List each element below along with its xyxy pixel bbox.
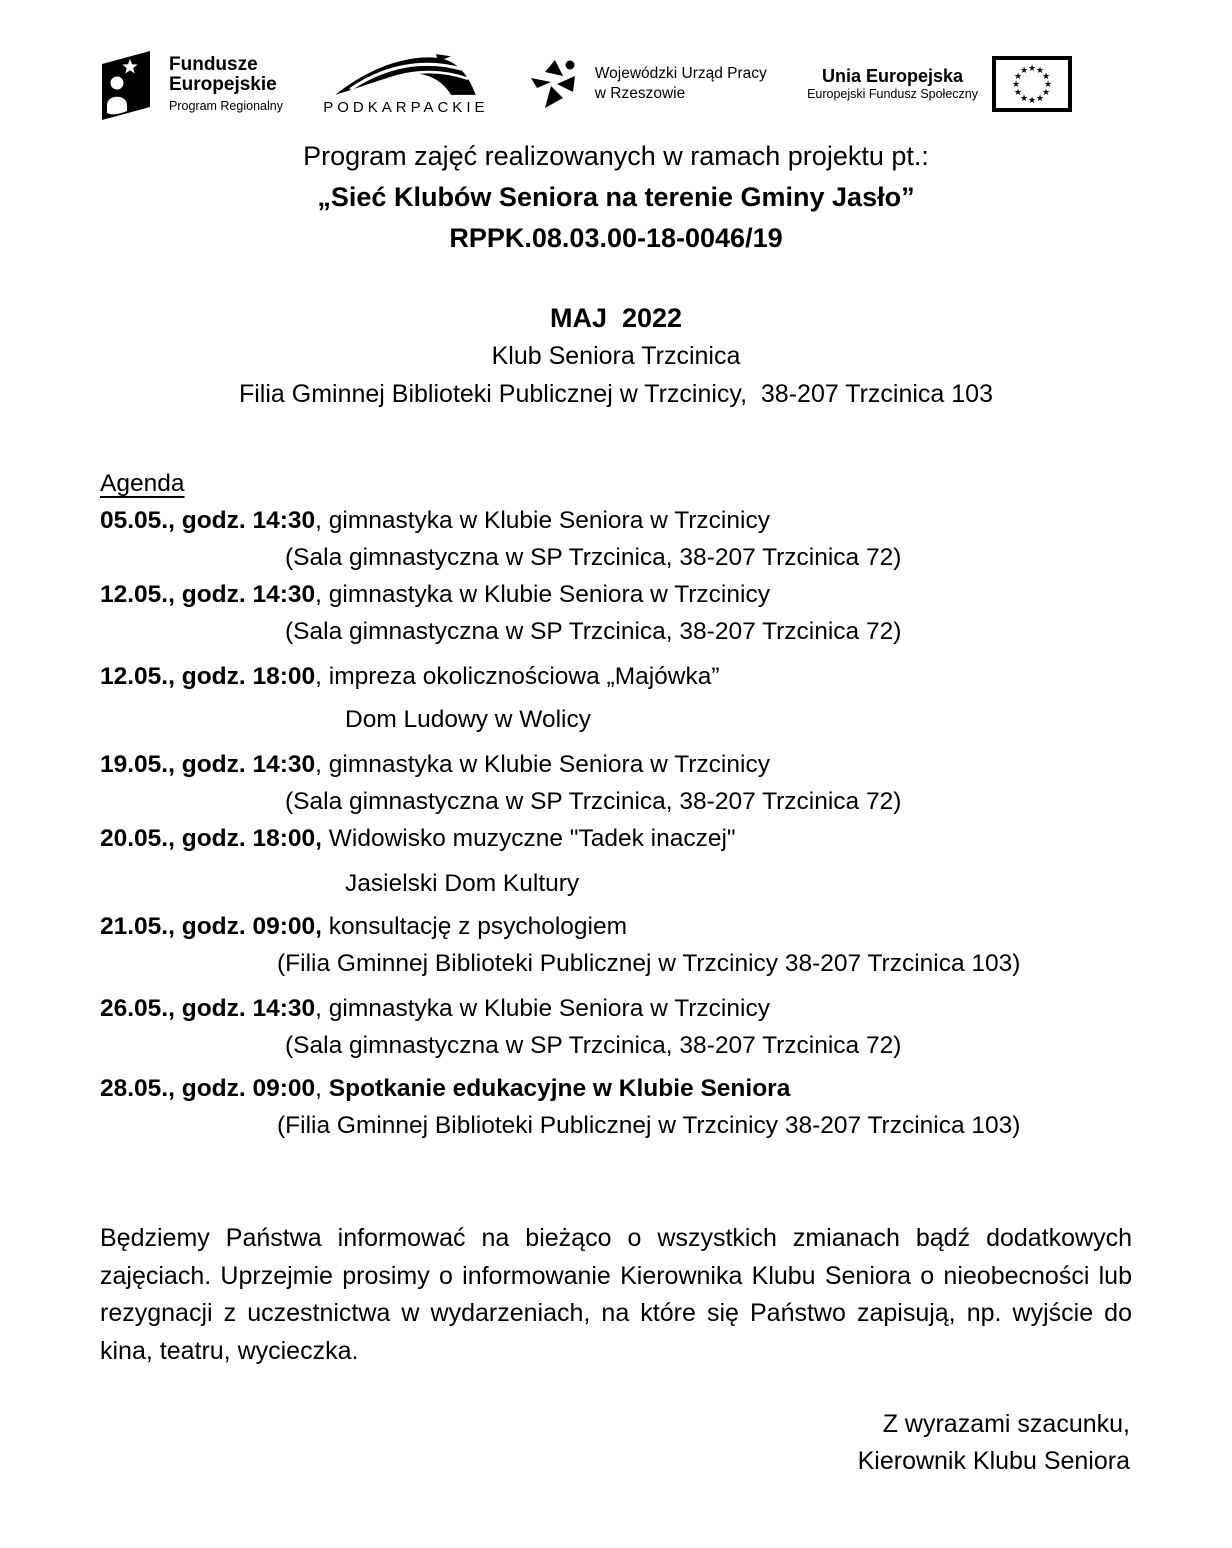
logo-bar: [0, 0, 1232, 122]
agenda-entry-line: [100, 908, 1132, 945]
agenda-location: (Filia Gminnej Biblioteki Publicznej w Trzcinicy 38-207 Trzcinica 103): [277, 1112, 1021, 1139]
agenda-date: 26.05., godz. 14:30: [100, 995, 316, 1022]
agenda-activity: , gimnastyka w Klubie Seniora w Trzcinicy: [315, 507, 770, 534]
logo-fundusze-europejskie: [95, 47, 283, 121]
ue-label: [807, 66, 978, 103]
agenda-item: [100, 746, 1132, 820]
svg-text:★: ★: [1043, 80, 1053, 90]
fundusze-subtitle: Program Regionalny: [169, 98, 283, 113]
agenda-location: (Sala gimnastyczna w SP Trzcinica, 38-207 Trzcinica 72): [285, 618, 902, 645]
project-name: „Sieć Klubów Seniora na terenie Gminy Jasło”: [317, 182, 915, 212]
agenda-date: 20.05., godz. 18:00,: [100, 825, 322, 852]
agenda-entry-line: [100, 1070, 1132, 1107]
svg-text:★: ★: [1027, 64, 1037, 74]
agenda-activity: ,: [315, 1075, 329, 1102]
agenda-location: (Filia Gminnej Biblioteki Publicznej w Trzcinicy 38-207 Trzcinica 103): [277, 950, 1021, 977]
agenda-item: [100, 658, 1132, 738]
eu-flag-icon: [992, 56, 1072, 112]
signature-role: Kierownik Klubu Seniora: [857, 1447, 1130, 1475]
svg-text:★: ★: [1041, 88, 1051, 98]
agenda-activity: konsultację z psychologiem: [321, 913, 628, 940]
club-address: Filia Gminnej Biblioteki Publicznej w Trzcinicy, 38-207 Trzcinica 103: [238, 380, 993, 408]
svg-text:★: ★: [1013, 72, 1023, 82]
agenda-location: (Sala gimnastyczna w SP Trzcinica, 38-207 Trzcinica 72): [285, 544, 902, 571]
agenda-item: [100, 908, 1132, 982]
agenda-location: (Sala gimnastyczna w SP Trzcinica, 38-207 Trzcinica 72): [285, 1032, 902, 1059]
agenda-activity: , impreza okolicznościowa „Majówka”: [315, 663, 720, 690]
agenda-item: [100, 576, 1132, 650]
agenda-date: 19.05., godz. 14:30: [100, 751, 316, 778]
agenda-entry-line: [100, 658, 1132, 695]
title-block: [0, 136, 1232, 259]
svg-text:★: ★: [1011, 80, 1021, 90]
agenda-item: [100, 1070, 1132, 1144]
agenda-date: 12.05., godz. 14:30: [100, 581, 316, 608]
agenda-section: [100, 465, 1132, 1144]
agenda-heading: Agenda: [100, 470, 185, 497]
agenda-entry-line: [100, 502, 1132, 539]
svg-text:★: ★: [1027, 96, 1037, 106]
wup-label: [595, 64, 767, 104]
wup-line2: w Rzeszowie: [594, 85, 686, 102]
agenda-location: (Sala gimnastyczna w SP Trzcinica, 38-207 Trzcinica 72): [285, 788, 902, 815]
agenda-activity-bold: Spotkanie edukacyjne w Klubie Seniora: [328, 1075, 791, 1102]
svg-text:★: ★: [1013, 88, 1023, 98]
svg-text:★: ★: [1019, 66, 1029, 76]
svg-text:★: ★: [1041, 72, 1051, 82]
agenda-activity: Widowisko muzyczne "Tadek inaczej": [321, 825, 736, 852]
signature-greeting: Z wyrazami szacunku,: [882, 1410, 1130, 1438]
agenda-activity: , gimnastyka w Klubie Seniora w Trzcinicy: [315, 581, 770, 608]
agenda-entry-line: [100, 990, 1132, 1027]
subtitle-block: [0, 299, 1232, 413]
agenda-activity: , gimnastyka w Klubie Seniora w Trzcinicy: [315, 751, 770, 778]
agenda-item: [100, 502, 1132, 576]
agenda-date: 05.05., godz. 14:30: [100, 507, 316, 534]
fundusze-line1: Fundusze: [169, 54, 258, 75]
agenda-item: [100, 990, 1132, 1064]
agenda-location: Jasielski Dom Kultury: [345, 870, 580, 897]
agenda-date: 28.05., godz. 09:00: [100, 1075, 316, 1102]
agenda-entry-line: [100, 820, 1132, 857]
ue-line1: Unia Europejska: [822, 65, 964, 86]
agenda-entry-line: [100, 746, 1132, 783]
agenda-item: [100, 820, 1132, 902]
closing-paragraph: Będziemy Państwa informować na bieżąco o wszystkich zmianach bądź dodatkowych zajęciach. Uprzejmie prosimy o informowanie Kierownika Klubu Seniora o nieobecności lub rezygnacji z uczestnictwa w wydarzeniach, na które się Państwo zapisują, np. wyjście do kina, teatru, wycieczka.: [100, 1224, 1132, 1365]
podkarpackie-mountains-icon: [331, 53, 481, 97]
logo-podkarpackie: [323, 53, 488, 116]
agenda-location: Dom Ludowy w Wolicy: [345, 706, 591, 733]
fundusze-label: [169, 55, 283, 113]
podkarpackie-label: PODKARPACKIE: [323, 98, 489, 116]
wup-line1: Wojewódzki Urząd Pracy: [594, 64, 767, 82]
agenda-entry-line: [100, 576, 1132, 613]
agenda-activity: , gimnastyka w Klubie Seniora w Trzcinicy: [315, 995, 770, 1022]
agenda-date: 21.05., godz. 09:00,: [100, 913, 322, 940]
title-line1: Program zajęć realizowanych w ramach projektu pt.:: [303, 141, 929, 171]
logo-wup-rzeszow: [529, 56, 767, 112]
agenda-date: 12.05., godz. 18:00: [100, 663, 316, 690]
svg-text:★: ★: [1035, 66, 1045, 76]
fundusze-flag-icon: [95, 47, 157, 121]
project-number: RPPK.08.03.00-18-0046/19: [449, 223, 783, 253]
month-heading: MAJ 2022: [549, 303, 683, 333]
signature-block: [0, 1406, 1130, 1480]
svg-text:★: ★: [1035, 94, 1045, 104]
wup-bird-icon: [529, 56, 585, 112]
fundusze-line2: Europejskie: [169, 73, 277, 95]
svg-text:★: ★: [1019, 94, 1029, 104]
club-name: Klub Seniora Trzcinica: [491, 342, 741, 370]
ue-line2: Europejski Fundusz Społeczny: [807, 87, 978, 102]
logo-unia-europejska: [807, 56, 1072, 112]
